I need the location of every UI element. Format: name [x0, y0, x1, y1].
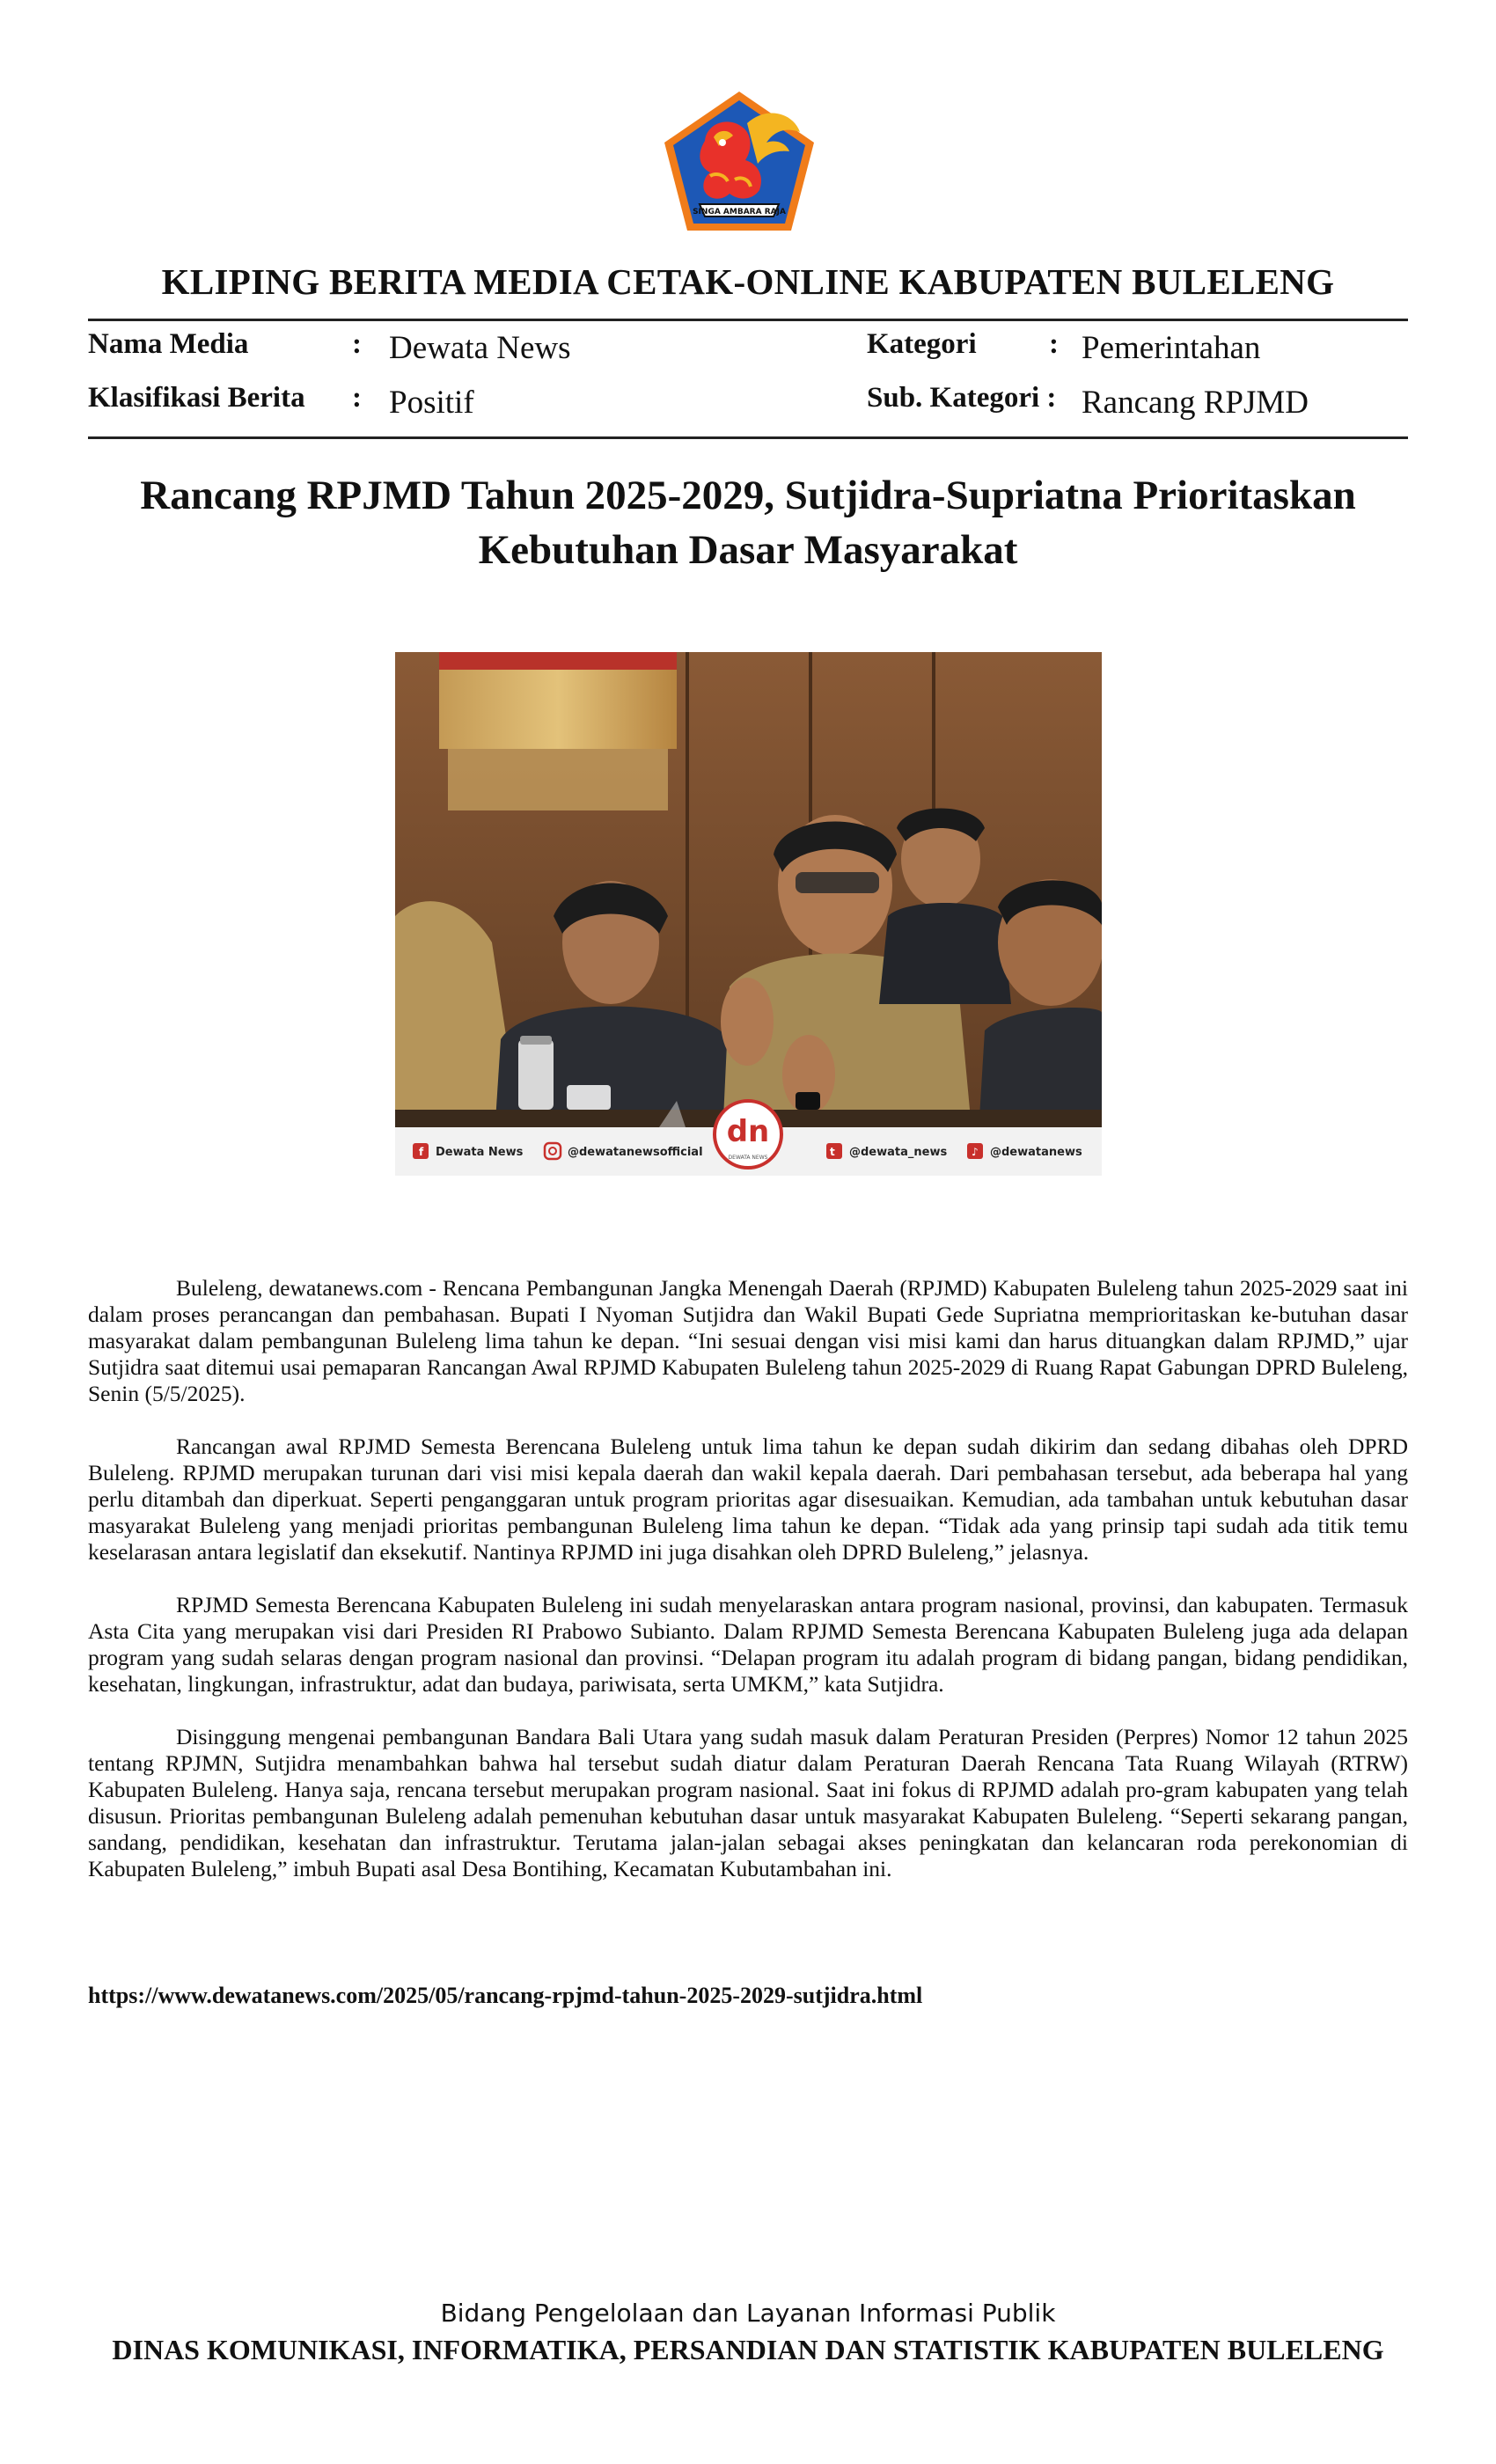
paragraph-3: RPJMD Semesta Berencana Kabupaten Buleleng ini sudah menyelaraskan antara program nasional, provinsi, dan kabupaten. Termasuk Asta Cita yang merupakan visi dari Presiden RI Prabowo Subianto. Dalam RPJMD Semesta Berencana Kabupaten Buleleng juga ada delapan program yang sudah selaras dengan program nasional dan provinsi. “Delapan program itu adalah program di bidang pangan, bidang pendidikan, kesehatan, lingkungan, infrastruktur, adat dan budaya, pariwisata, serta UMKM,” kata Sutjidra. — [88, 1592, 1408, 1697]
headline-line-1: Rancang RPJMD Tahun 2025-2029, Sutjidra-Supriatna Prioritaskan — [140, 473, 1356, 518]
top-divider — [88, 319, 1408, 321]
klasifikasi-value: Positif — [389, 385, 474, 421]
instagram-handle: @dewatanewsofficial — [568, 1146, 703, 1159]
footer-agency: DINAS KOMUNIKASI, INFORMATIKA, PERSANDIAN DAN STATISTIK KABUPATEN BULELENG — [112, 2334, 1384, 2365]
svg-text:t: t — [830, 1146, 835, 1158]
paragraph-1: Buleleng, dewatanews.com - Rencana Pembangunan Jangka Menengah Daerah (RPJMD) Kabupaten Buleleng tahun 2025-2029 saat ini dalam proses perancangan dan pembahasan. Bupati I Nyoman Sutjidra dan Wakil Bupati Gede Supriatna memprioritaskan ke-butuhan dasar masyarakat dalam pembangunan Buleleng lima tahun ke depan. “Ini sesuai dengan visi misi kami dan harus dituangkan dalam RPJMD,” ujar Sutjidra saat ditemui usai pemaparan Rancangan Awal RPJMD Kabupaten Buleleng tahun 2025-2029 di Ruang Rapat Gabungan DPRD Buleleng, Senin (5/5/2025). — [88, 1275, 1408, 1406]
nama-media-colon: : — [352, 328, 362, 360]
document-title: KLIPING BERITA MEDIA CETAK-ONLINE KABUPATEN BULELENG — [161, 261, 1335, 302]
subkategori-value: Rancang RPJMD — [1082, 385, 1309, 421]
nama-media-label: Nama Media — [88, 328, 249, 360]
news-photo — [395, 652, 1102, 1176]
svg-text:f: f — [419, 1146, 424, 1158]
kategori-colon: : — [1049, 328, 1059, 360]
paragraph-2: Rancangan awal RPJMD Semesta Berencana Buleleng untuk lima tahun ke depan sudah dikirim dan sedang dibahas oleh DPRD Buleleng. RPJMD merupakan turunan dari visi misi kepala daerah dan wakil kepala daerah. Dari pembahasan tersebut, ada beberapa hal yang perlu ditambah dan diperkuat. Seperti penganggaran untuk program prioritas agar disesuaikan. Kemudian, ada tambahan untuk kebutuhan dasar masyarakat Buleleng yang menjadi prioritas pembangunan Buleleng lima tahun ke depan. “Tidak ada yang prinsip tapi sudah ada titik temu keselarasan antara legislatif dan eksekutif. Nantinya RPJMD ini juga disahkan oleh DPRD Buleleng,” jelasnya. — [88, 1434, 1408, 1565]
tiktok-handle: @dewatanews — [990, 1146, 1082, 1159]
source-link[interactable]: https://www.dewatanews.com/2025/05/rancang-rpjmd-tahun-2025-2029-sutjidra.html — [88, 1983, 923, 2008]
article-body — [88, 1275, 1408, 1909]
svg-text:♪: ♪ — [972, 1146, 979, 1158]
dewata-news-logo-sub: DEWATA NEWS — [728, 1155, 768, 1161]
buleleng-emblem-logo — [661, 88, 818, 234]
kategori-value: Pemerintahan — [1082, 330, 1261, 366]
emblem-motto: SINGA AMBARA RAJA — [693, 208, 786, 216]
klasifikasi-colon: : — [352, 382, 362, 414]
kategori-label: Kategori — [867, 328, 977, 360]
facebook-handle: Dewata News — [436, 1146, 524, 1159]
subkategori-label: Sub. Kategori : — [867, 382, 1057, 414]
footer-division: Bidang Pengelolaan dan Layanan Informasi Publik — [440, 2299, 1056, 2328]
dewata-news-logo: dn — [726, 1114, 770, 1149]
article-headline — [88, 468, 1408, 577]
klasifikasi-label: Klasifikasi Berita — [88, 382, 305, 414]
nama-media-value: Dewata News — [389, 330, 571, 366]
headline-line-2: Kebutuhan Dasar Masyarakat — [478, 527, 1018, 573]
bottom-divider — [88, 436, 1408, 439]
paragraph-4: Disinggung mengenai pembangunan Bandara Bali Utara yang sudah masuk dalam Peraturan Presiden (Perpres) Nomor 12 tahun 2025 tentang RPJMN, Sutjidra menambahkan bahwa hal tersebut sudah diatur dalam Peraturan Daerah Rencana Tata Ruang Wilayah (RTRW) Kabupaten Buleleng. Hanya saja, rencana tersebut merupakan program nasional. Saat ini fokus di RPJMD adalah pro-gram kabupaten yang telah disusun. Prioritas pembangunan Buleleng adalah pemenuhan kebutuhan dasar untuk masyarakat Kabupaten Buleleng. “Seperti sekarang pangan, sandang, pendidikan, kesehatan dan infrastruktur. Terutama jalan-jalan sebagai akses peningkatan dan kelancaran roda perekonomian di Kabupaten Buleleng,” imbuh Bupati asal Desa Bontihing, Kecamatan Kubutambahan ini. — [88, 1724, 1408, 1881]
twitter-handle: @dewata_news — [849, 1146, 948, 1159]
